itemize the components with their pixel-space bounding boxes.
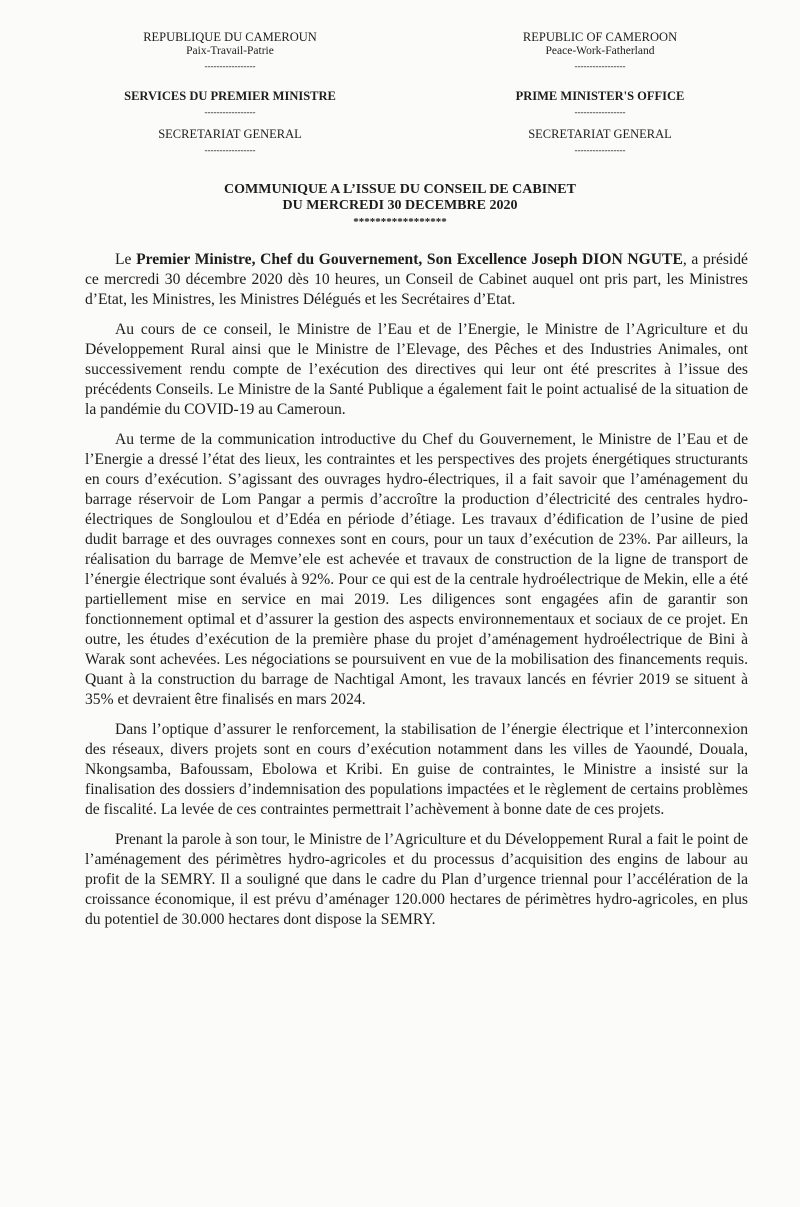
country-name-en: REPUBLIC OF CAMEROON	[522, 30, 678, 44]
paragraph-5: Prenant la parole à son tour, le Ministre de l’Agriculture et du Développement Rural a fait le point de l’aménagement des périmètres hydro-agricoles et du processus d’acquisition des engins de labour au profit de la SEMRY. Il a souligné que dans le cadre du Plan d’urgence triennal pour l’accélération de la croissance économique, il est prévu d’aménager 120.000 hectares de périmètres hydro-agricoles, en plus du potentiel de 30.000 hectares dont dispose la SEMRY.	[85, 831, 748, 928]
communique-body	[85, 250, 748, 940]
country-name-fr: REPUBLIQUE DU CAMEROUN	[143, 30, 317, 44]
title-line-1: COMMUNIQUE A L’ISSUE DU CONSEIL DE CABINET	[224, 182, 576, 197]
motto-en: Peace-Work-Fatherland	[545, 45, 655, 57]
header-left-french	[80, 30, 380, 155]
separator: -----------------	[204, 145, 256, 155]
document-header	[0, 30, 800, 170]
secretariat-fr: SECRETARIAT GENERAL	[158, 127, 302, 141]
separator: -----------------	[204, 61, 256, 71]
separator: -----------------	[204, 107, 256, 117]
paragraph-2: Au cours de ce conseil, le Ministre de l’Eau et de l’Energie, le Ministre de l’Agriculture et du Développement Rural ainsi que le Ministre de l’Elevage, des Pêches et des Industries Animales, ont successivement rendu compte de l’exécution des directives qui leur ont été prescrites à l’issue des précédents Conseils. Le Ministre de la Santé Publique a également fait le point actualisé de la situation de la pandémie du COVID-19 au Cameroun.	[85, 321, 748, 418]
separator: -----------------	[574, 107, 626, 117]
paragraph-1	[85, 250, 748, 310]
prime-minister-name: Premier Ministre, Chef du Gouvernement, Son Excellence Joseph DION NGUTE	[136, 251, 683, 268]
secretariat-en: SECRETARIAT GENERAL	[528, 127, 672, 141]
paragraph-1-text: , a présidé ce mercredi 30 décembre 2020 dès 10 heures, un Conseil de Cabinet auquel ont pris part, les Ministres d’Etat, les Ministres, les Ministres Délégués et les Secrétaires d’Etat.	[85, 251, 748, 308]
paragraph-1-prefix: Le	[115, 251, 137, 268]
separator: -----------------	[574, 145, 626, 155]
office-name-en: PRIME MINISTER'S OFFICE	[515, 89, 685, 103]
paragraph-3: Au terme de la communication introductive du Chef du Gouvernement, le Ministre de l’Eau et de l’Energie a dressé l’état des lieux, les contraintes et les perspectives des projets énergétiques structurants en cours d’exécution. S’agissant des ouvrages hydro-électriques, il a fait savoir que l’aménagement du barrage réservoir de Lom Pangar a permis d’accroître la production d’électricité des centrales hydro-électriques de Songloulou et d’Edéa en période d’étiage. Les travaux d’édification de l’usine de pied dudit barrage et des ouvrages connexes sont en cours, pour un taux d’exécution de 23%. Par ailleurs, la réalisation du barrage de Memve’ele est achevée et travaux de construction de la ligne de transport de l’énergie électrique sont évalués à 92%. Pour ce qui est de la centrale hydroélectrique de Mekin, elle a été partiellement mise en service en mai 2019. Les diligences sont engagées afin de garantir son fonctionnement optimal et d’assurer la gestion des aspects environnementaux et sociaux de ce projet. En outre, les études d’exécution de la première phase du projet d’aménagement hydroélectrique de Bini à Warak sont achevées. Les négociations se poursuivent en vue de la mobilisation des financements requis. Quant à la construction du barrage de Nachtigal Amont, les travaux lancés en février 2019 se situent à 35% et devraient être finalisés en mars 2024.	[85, 431, 748, 708]
motto-fr: Paix-Travail-Patrie	[186, 45, 274, 57]
separator: -----------------	[574, 61, 626, 71]
office-name-fr: SERVICES DU PREMIER MINISTRE	[124, 89, 336, 103]
title-stars: *****************	[353, 216, 447, 228]
communique-title	[0, 182, 800, 228]
paragraph-4: Dans l’optique d’assurer le renforcement, la stabilisation de l’énergie électrique et l’interconnexion des réseaux, divers projets sont en cours d’exécution notamment dans les villes de Yaoundé, Douala, Nkongsamba, Bafoussam, Ebolowa et Kribi. En guise de contraintes, le Ministre a insisté sur la finalisation des dossiers d’indemnisation des populations impactées et le règlement de certains problèmes de fiscalité. La levée de ces contraintes permettrait l’achèvement à bonne date de ces projets.	[85, 721, 748, 818]
title-line-2: DU MERCREDI 30 DECEMBRE 2020	[282, 198, 518, 213]
header-right-english	[450, 30, 750, 155]
